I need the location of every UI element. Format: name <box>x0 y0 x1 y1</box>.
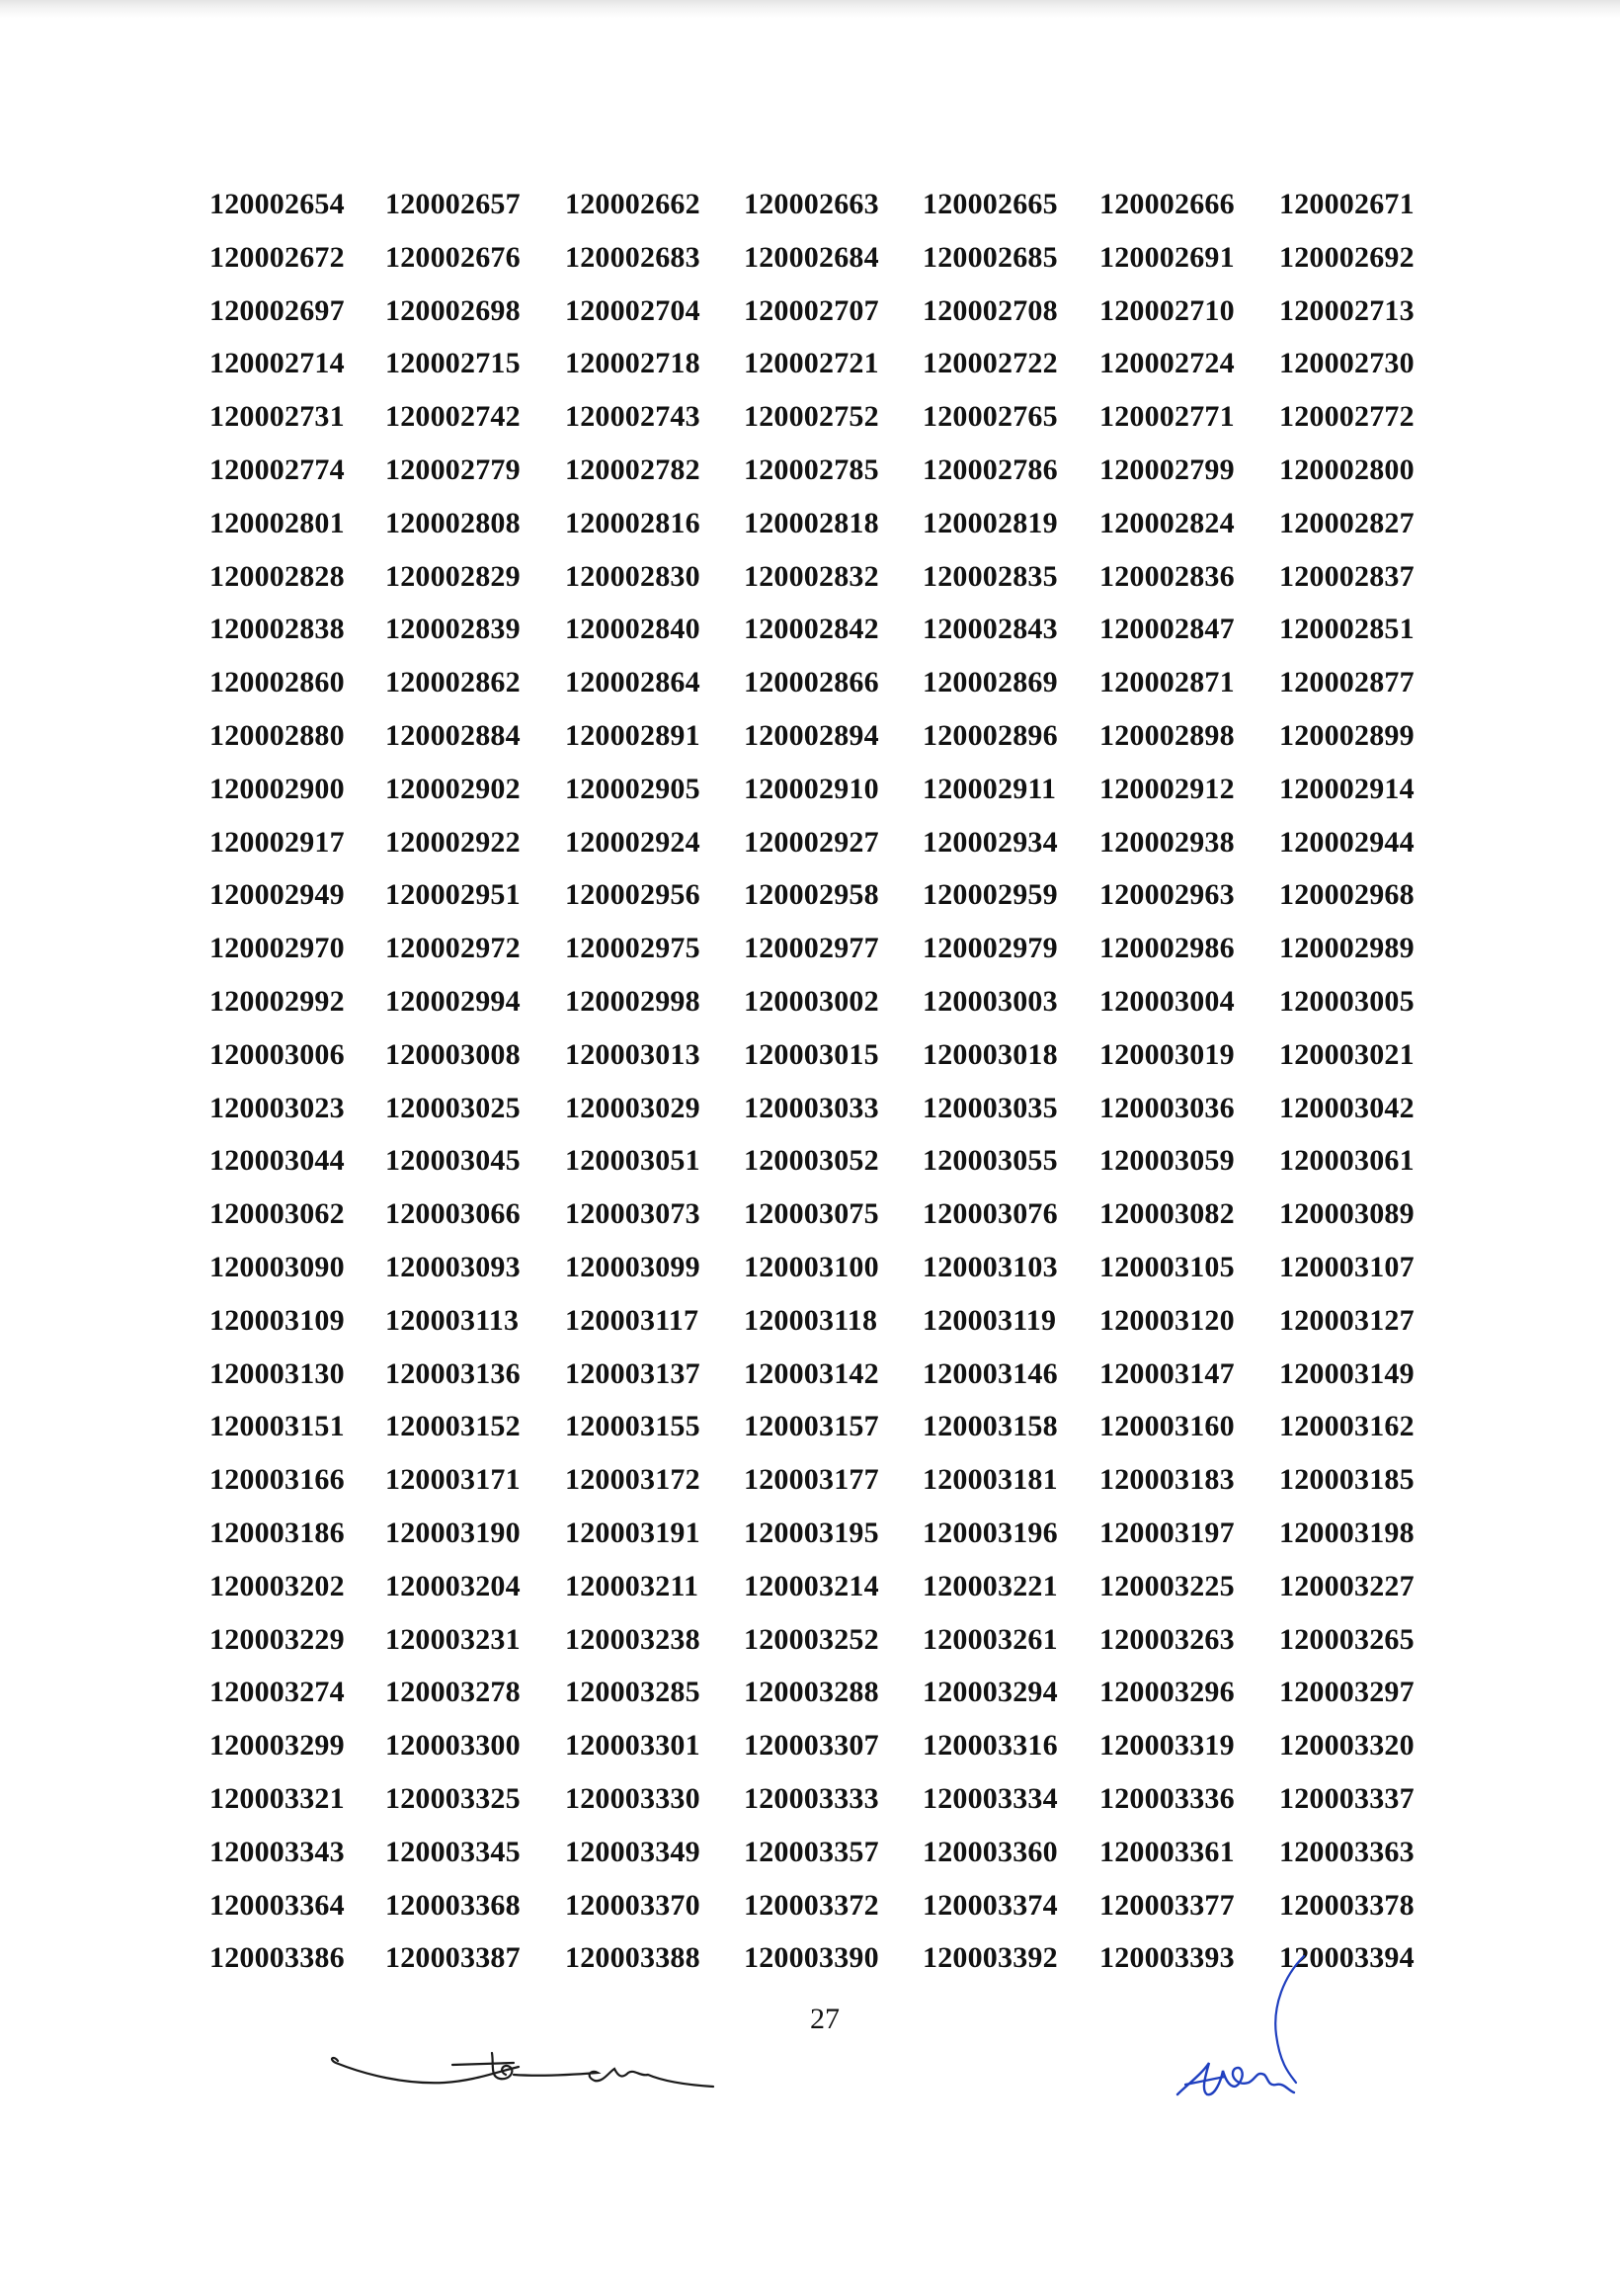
roll-number-cell: 120002779 <box>385 452 521 486</box>
roll-number-cell: 120002654 <box>209 188 345 220</box>
roll-number-cell: 120003300 <box>385 1729 521 1763</box>
roll-number-cell: 120002949 <box>209 878 345 912</box>
roll-number-cell: 120002989 <box>1279 932 1415 965</box>
roll-number-cell: 120002698 <box>385 293 521 327</box>
roll-number-cell: 120003377 <box>1099 1888 1235 1922</box>
roll-number-cell: 120002691 <box>1099 240 1235 274</box>
roll-number-cell: 120002835 <box>923 559 1058 593</box>
roll-number-cell: 120003120 <box>1099 1303 1235 1337</box>
roll-number-cell: 120003195 <box>744 1516 879 1549</box>
roll-number-cell: 120003059 <box>1099 1144 1235 1178</box>
roll-number-cell: 120003073 <box>565 1197 700 1231</box>
roll-number-cell: 120003155 <box>565 1410 700 1443</box>
roll-number-cell: 120003370 <box>565 1888 700 1922</box>
roll-number-cell: 120003018 <box>923 1037 1058 1071</box>
roll-number-cell: 120003227 <box>1279 1569 1415 1602</box>
roll-number-cell: 120003360 <box>923 1835 1058 1868</box>
roll-number-cell: 120002731 <box>209 400 345 434</box>
roll-number-cell: 120002905 <box>565 772 700 805</box>
roll-number-cell: 120003321 <box>209 1781 345 1815</box>
roll-number-cell: 120002975 <box>565 932 700 965</box>
roll-number-cell: 120003349 <box>565 1835 700 1868</box>
roll-number-cell: 120003162 <box>1279 1410 1415 1443</box>
roll-number-cell: 120002839 <box>385 613 521 646</box>
roll-number-cell: 120003044 <box>209 1144 345 1178</box>
roll-number-cell: 120003361 <box>1099 1835 1235 1868</box>
roll-number-cell: 120003061 <box>1279 1144 1415 1178</box>
roll-number-cell: 120003158 <box>923 1410 1058 1443</box>
roll-number-cell: 120002657 <box>385 188 521 220</box>
roll-number-cell: 120002899 <box>1279 718 1415 752</box>
roll-number-cell: 120003231 <box>385 1622 521 1656</box>
roll-number-cell: 120003183 <box>1099 1463 1235 1497</box>
roll-number-cell: 120003392 <box>923 1941 1058 1975</box>
roll-number-cell: 120002958 <box>744 878 879 912</box>
roll-number-cell: 120003172 <box>565 1463 700 1497</box>
roll-number-cell: 120002730 <box>1279 347 1415 380</box>
roll-number-cell: 120002829 <box>385 559 521 593</box>
roll-number-cell: 120002884 <box>385 718 521 752</box>
roll-number-cell: 120002692 <box>1279 240 1415 274</box>
roll-number-cell: 120003221 <box>923 1569 1058 1602</box>
roll-number-cell: 120003364 <box>209 1888 345 1922</box>
roll-number-cell: 120002866 <box>744 666 879 699</box>
roll-number-cell: 120003316 <box>923 1729 1058 1763</box>
roll-number-cell: 120003278 <box>385 1676 521 1709</box>
roll-number-cell: 120003372 <box>744 1888 879 1922</box>
roll-number-cell: 120002837 <box>1279 559 1415 593</box>
roll-number-cell: 120003013 <box>565 1037 700 1071</box>
roll-number-cell: 120003296 <box>1099 1676 1235 1709</box>
roll-number-cell: 120002666 <box>1099 188 1235 220</box>
roll-number-cell: 120002860 <box>209 666 345 699</box>
roll-number-cell: 120003051 <box>565 1144 700 1178</box>
roll-number-cell: 120003297 <box>1279 1676 1415 1709</box>
roll-number-cell: 120003225 <box>1099 1569 1235 1602</box>
roll-number-cell: 120002665 <box>923 188 1058 220</box>
roll-number-cell: 120002662 <box>565 188 700 220</box>
roll-number-cell: 120003320 <box>1279 1729 1415 1763</box>
roll-number-cell: 120002896 <box>923 718 1058 752</box>
roll-number-cell: 120002672 <box>209 240 345 274</box>
roll-number-cell: 120003015 <box>744 1037 879 1071</box>
roll-number-cell: 120002914 <box>1279 772 1415 805</box>
roll-number-cell: 120002862 <box>385 666 521 699</box>
roll-number-cell: 120003019 <box>1099 1037 1235 1071</box>
roll-number-cell: 120002685 <box>923 240 1058 274</box>
roll-number-cell: 120003006 <box>209 1037 345 1071</box>
roll-number-cell: 120003386 <box>209 1941 345 1975</box>
roll-number-cell: 120002819 <box>923 506 1058 539</box>
roll-number-cell: 120003363 <box>1279 1835 1415 1868</box>
roll-number-cell: 120002671 <box>1279 188 1415 220</box>
roll-number-cell: 120002880 <box>209 718 345 752</box>
roll-number-cell: 120003023 <box>209 1091 345 1124</box>
roll-number-cell: 120003090 <box>209 1250 345 1283</box>
roll-number-cell: 120002970 <box>209 932 345 965</box>
roll-number-cell: 120003388 <box>565 1941 700 1975</box>
roll-number-cell: 120002772 <box>1279 400 1415 434</box>
roll-number-cell: 120003197 <box>1099 1516 1235 1549</box>
roll-number-cell: 120002851 <box>1279 613 1415 646</box>
roll-number-cell: 120002830 <box>565 559 700 593</box>
roll-number-cell: 120003021 <box>1279 1037 1415 1071</box>
roll-number-cell: 120003285 <box>565 1676 700 1709</box>
roll-number-cell: 120002998 <box>565 984 700 1018</box>
roll-number-cell: 120003390 <box>744 1941 879 1975</box>
roll-number-cell: 120002710 <box>1099 293 1235 327</box>
roll-number-cell: 120002900 <box>209 772 345 805</box>
roll-number-cell: 120003198 <box>1279 1516 1415 1549</box>
roll-number-cell: 120003211 <box>565 1569 699 1602</box>
roll-number-cell: 120003004 <box>1099 984 1235 1018</box>
roll-number-cell: 120002765 <box>923 400 1058 434</box>
roll-number-cell: 120002785 <box>744 452 879 486</box>
roll-number-cell: 120003052 <box>744 1144 879 1178</box>
roll-number-cell: 120002832 <box>744 559 879 593</box>
roll-number-cell: 120003190 <box>385 1516 521 1549</box>
roll-number-cell: 120002840 <box>565 613 700 646</box>
roll-number-cell: 120002824 <box>1099 506 1235 539</box>
roll-number-cell: 120002801 <box>209 506 345 539</box>
roll-number-cell: 120003117 <box>565 1303 699 1337</box>
roll-number-cell: 120002959 <box>923 878 1058 912</box>
roll-number-cell: 120002724 <box>1099 347 1235 380</box>
roll-number-cell: 120002828 <box>209 559 345 593</box>
roll-number-cell: 120003109 <box>209 1303 345 1337</box>
roll-number-cell: 120003003 <box>923 984 1058 1018</box>
roll-number-cell: 120003387 <box>385 1941 521 1975</box>
roll-number-cell: 120002742 <box>385 400 521 434</box>
roll-number-cell: 120003166 <box>209 1463 345 1497</box>
roll-number-cell: 120002836 <box>1099 559 1235 593</box>
roll-number-cell: 120003160 <box>1099 1410 1235 1443</box>
roll-number-cell: 120002911 <box>923 772 1057 805</box>
roll-number-cell: 120003394 <box>1279 1941 1415 1975</box>
roll-number-cell: 120003152 <box>385 1410 521 1443</box>
roll-number-cell: 120002816 <box>565 506 700 539</box>
roll-number-cell: 120003204 <box>385 1569 521 1602</box>
roll-number-cell: 120003099 <box>565 1250 700 1283</box>
roll-number-cell: 120002951 <box>385 878 521 912</box>
roll-number-cell: 120003214 <box>744 1569 879 1602</box>
roll-number-cell: 120003265 <box>1279 1622 1415 1656</box>
roll-number-cell: 120002891 <box>565 718 700 752</box>
roll-number-cell: 120003137 <box>565 1356 700 1390</box>
roll-number-cell: 120003008 <box>385 1037 521 1071</box>
roll-number-cell: 120003157 <box>744 1410 879 1443</box>
roll-number-cell: 120003333 <box>744 1781 879 1815</box>
roll-number-cell: 120002743 <box>565 400 700 434</box>
roll-number-cell: 120002676 <box>385 240 521 274</box>
roll-number-cell: 120002714 <box>209 347 345 380</box>
roll-number-cell: 120002774 <box>209 452 345 486</box>
roll-number-cell: 120003301 <box>565 1729 700 1763</box>
roll-number-cell: 120003177 <box>744 1463 879 1497</box>
scan-edge-shadow <box>0 0 1620 18</box>
roll-number-cell: 120003337 <box>1279 1781 1415 1815</box>
roll-number-cell: 120002979 <box>923 932 1058 965</box>
roll-number-cell: 120002972 <box>385 932 521 965</box>
roll-number-cell: 120003229 <box>209 1622 345 1656</box>
roll-number-cell: 120002818 <box>744 506 879 539</box>
roll-number-cell: 120002944 <box>1279 825 1415 859</box>
roll-number-cell: 120002715 <box>385 347 521 380</box>
roll-number-cell: 120002956 <box>565 878 700 912</box>
roll-number-cell: 120002799 <box>1099 452 1235 486</box>
roll-number-cell: 120003025 <box>385 1091 521 1124</box>
roll-number-cell: 120003378 <box>1279 1888 1415 1922</box>
roll-number-cell: 120002786 <box>923 452 1058 486</box>
roll-number-cell: 120002707 <box>744 293 879 327</box>
roll-number-cell: 120002994 <box>385 984 521 1018</box>
roll-number-cell: 120003334 <box>923 1781 1058 1815</box>
roll-number-cell: 120003374 <box>923 1888 1058 1922</box>
roll-number-cell: 120003357 <box>744 1835 879 1868</box>
roll-number-cell: 120002871 <box>1099 666 1235 699</box>
roll-number-cell: 120002912 <box>1099 772 1235 805</box>
roll-number-cell: 120003368 <box>385 1888 521 1922</box>
roll-number-cell: 120003045 <box>385 1144 521 1178</box>
roll-number-cell: 120002663 <box>744 188 879 220</box>
roll-number-cell: 120002847 <box>1099 613 1235 646</box>
roll-number-cell: 120003261 <box>923 1622 1058 1656</box>
roll-number-cell: 120002827 <box>1279 506 1415 539</box>
page-number: 27 <box>810 2003 840 2035</box>
roll-number-cell: 120003274 <box>209 1676 345 1709</box>
roll-number-cell: 120003146 <box>923 1356 1058 1390</box>
roll-number-cell: 120002683 <box>565 240 700 274</box>
roll-number-cell: 120003263 <box>1099 1622 1235 1656</box>
roll-number-cell: 120003336 <box>1099 1781 1235 1815</box>
roll-number-cell: 120003093 <box>385 1250 521 1283</box>
roll-number-cell: 120002869 <box>923 666 1058 699</box>
roll-number-cell: 120003062 <box>209 1197 345 1231</box>
roll-number-cell: 120003042 <box>1279 1091 1415 1124</box>
roll-number-cell: 120002910 <box>744 772 879 805</box>
roll-number-cell: 120003035 <box>923 1091 1058 1124</box>
roll-number-cell: 120003171 <box>385 1463 521 1497</box>
roll-number-cell: 120002898 <box>1099 718 1235 752</box>
roll-number-cell: 120003136 <box>385 1356 521 1390</box>
roll-number-cell: 120003036 <box>1099 1091 1235 1124</box>
roll-number-cell: 120003107 <box>1279 1250 1415 1283</box>
roll-number-cell: 120003181 <box>923 1463 1058 1497</box>
roll-number-cell: 120002713 <box>1279 293 1415 327</box>
roll-number-cell: 120003185 <box>1279 1463 1415 1497</box>
roll-number-cell: 120002902 <box>385 772 521 805</box>
roll-number-cell: 120002704 <box>565 293 700 327</box>
roll-number-cell: 120002894 <box>744 718 879 752</box>
roll-number-cell: 120003252 <box>744 1622 879 1656</box>
roll-number-cell: 120003103 <box>923 1250 1058 1283</box>
roll-number-cell: 120002938 <box>1099 825 1235 859</box>
roll-number-cell: 120002697 <box>209 293 345 327</box>
roll-number-cell: 120003076 <box>923 1197 1058 1231</box>
roll-number-cell: 120003186 <box>209 1516 345 1549</box>
roll-number-cell: 120003330 <box>565 1781 700 1815</box>
roll-number-cell: 120002752 <box>744 400 879 434</box>
roll-number-cell: 120003147 <box>1099 1356 1235 1390</box>
roll-number-cell: 120003033 <box>744 1091 879 1124</box>
roll-number-cell: 120003127 <box>1279 1303 1415 1337</box>
roll-number-cell: 120002718 <box>565 347 700 380</box>
roll-number-cell: 120003118 <box>744 1303 878 1337</box>
roll-number-cell: 120002684 <box>744 240 879 274</box>
roll-number-cell: 120003202 <box>209 1569 345 1602</box>
roll-number-cell: 120003002 <box>744 984 879 1018</box>
roll-number-cell: 120002968 <box>1279 878 1415 912</box>
roll-number-cell: 120003307 <box>744 1729 879 1763</box>
roll-number-cell: 120003343 <box>209 1835 345 1868</box>
roll-number-cell: 120003005 <box>1279 984 1415 1018</box>
roll-number-cell: 120002934 <box>923 825 1058 859</box>
roll-number-cell: 120003151 <box>209 1410 345 1443</box>
roll-number-cell: 120002708 <box>923 293 1058 327</box>
roll-number-cell: 120003066 <box>385 1197 521 1231</box>
roll-number-cell: 120003299 <box>209 1729 345 1763</box>
left-signature <box>326 2025 721 2114</box>
roll-number-cell: 120003082 <box>1099 1197 1235 1231</box>
roll-number-cell: 120003029 <box>565 1091 700 1124</box>
roll-number-cell: 120003288 <box>744 1676 879 1709</box>
roll-number-cell: 120003055 <box>923 1144 1058 1178</box>
roll-number-cell: 120003325 <box>385 1781 521 1815</box>
roll-number-cell: 120002782 <box>565 452 700 486</box>
roll-number-cell: 120002842 <box>744 613 879 646</box>
roll-number-cell: 120002800 <box>1279 452 1415 486</box>
roll-number-cell: 120003191 <box>565 1516 700 1549</box>
roll-number-cell: 120003113 <box>385 1303 520 1337</box>
roll-number-cell: 120003105 <box>1099 1250 1235 1283</box>
roll-number-cell: 120002977 <box>744 932 879 965</box>
roll-number-cell: 120002722 <box>923 347 1058 380</box>
roll-number-cell: 120002721 <box>744 347 879 380</box>
roll-number-cell: 120002927 <box>744 825 879 859</box>
roll-number-cell: 120002986 <box>1099 932 1235 965</box>
roll-number-cell: 120002922 <box>385 825 521 859</box>
roll-number-cell: 120002924 <box>565 825 700 859</box>
roll-number-cell: 120003100 <box>744 1250 879 1283</box>
roll-number-cell: 120002877 <box>1279 666 1415 699</box>
right-signature <box>1166 1946 1324 2114</box>
roll-number-cell: 120003130 <box>209 1356 345 1390</box>
roll-number-cell: 120003089 <box>1279 1197 1415 1231</box>
roll-number-cell: 120003149 <box>1279 1356 1415 1390</box>
roll-number-cell: 120002992 <box>209 984 345 1018</box>
roll-number-cell: 120002917 <box>209 825 345 859</box>
roll-number-cell: 120003294 <box>923 1676 1058 1709</box>
roll-number-cell: 120003119 <box>923 1303 1057 1337</box>
roll-number-grid <box>209 178 1454 1985</box>
roll-number-cell: 120003196 <box>923 1516 1058 1549</box>
roll-number-cell: 120003075 <box>744 1197 879 1231</box>
roll-number-cell: 120002843 <box>923 613 1058 646</box>
roll-number-cell: 120002963 <box>1099 878 1235 912</box>
roll-number-cell: 120003142 <box>744 1356 879 1390</box>
roll-number-cell: 120002808 <box>385 506 521 539</box>
roll-number-cell: 120003345 <box>385 1835 521 1868</box>
roll-number-cell: 120002838 <box>209 613 345 646</box>
roll-number-cell: 120002864 <box>565 666 700 699</box>
roll-number-cell: 120002771 <box>1099 400 1235 434</box>
roll-number-cell: 120003393 <box>1099 1941 1235 1975</box>
roll-number-cell: 120003319 <box>1099 1729 1235 1763</box>
roll-number-cell: 120003238 <box>565 1622 700 1656</box>
